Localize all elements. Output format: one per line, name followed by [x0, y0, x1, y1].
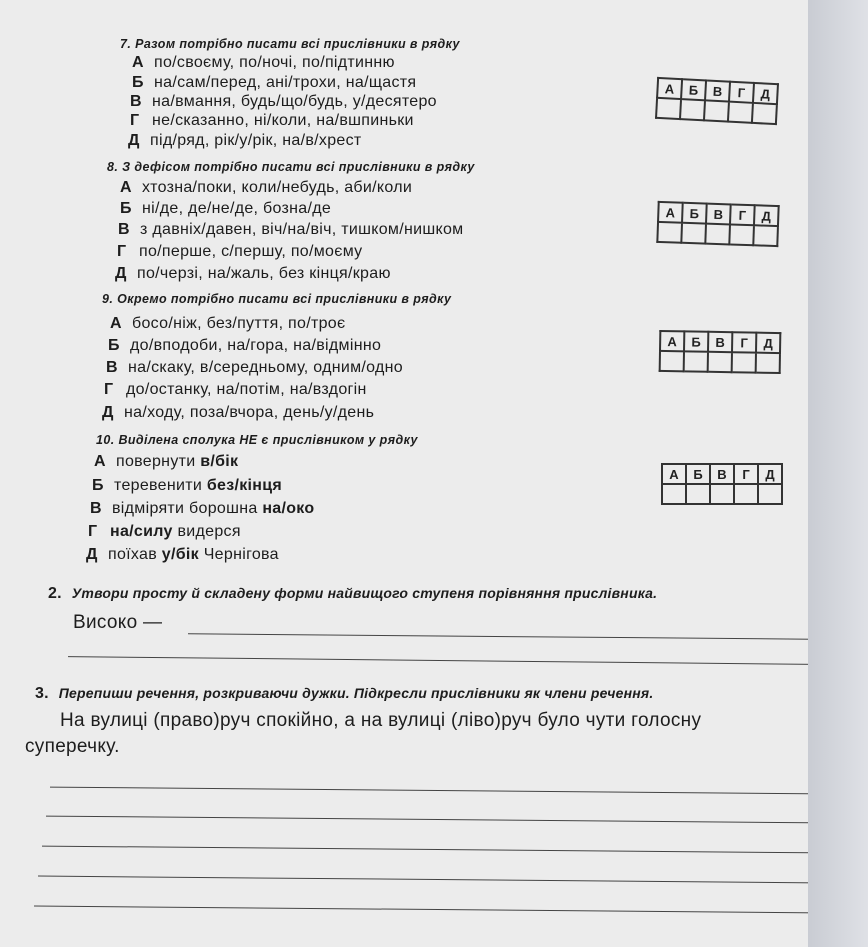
q9-option-a: А босо/ніж, без/пуття, по/троє [110, 315, 346, 332]
q8-answer-cell[interactable] [753, 225, 778, 246]
q9-answer-grid: А Б В Г Д [659, 330, 782, 374]
q7-answer-cell[interactable] [752, 103, 777, 124]
q10-option-a: А повернути в/бік [94, 453, 239, 470]
q8-option-d: Г по/перше, с/першу, по/моєму [117, 243, 363, 260]
q8-option-a: А хтозна/поки, коли/небудь, аби/коли [120, 179, 413, 196]
q7-answer-cell[interactable] [680, 99, 705, 120]
q7-answer-cell[interactable] [656, 98, 681, 119]
adjacent-page-edge [808, 0, 868, 947]
q8-answer-grid: А Б В Г Д [656, 201, 779, 247]
answer-line[interactable] [38, 876, 828, 884]
q9-option-c: В на/скаку, в/середньому, одним/одно [106, 359, 403, 376]
q9-answer-cell[interactable] [660, 351, 684, 371]
q8-option-e: Д по/черзі, на/жаль, без кінця/краю [115, 265, 391, 282]
q10-answer-cell[interactable] [662, 484, 686, 504]
task-2-word: Високо — [73, 612, 163, 633]
question-8-heading: 8. З дефісом потрібно писати всі прислівники в рядку [107, 160, 475, 174]
q8-answer-cell[interactable] [705, 224, 730, 245]
q10-answer-cell[interactable] [710, 484, 734, 504]
q7-answer-cell[interactable] [728, 102, 753, 123]
q10-answer-cell[interactable] [734, 484, 758, 504]
task-3-sentence-line2: суперечку. [25, 736, 120, 757]
q9-answer-cell[interactable] [756, 353, 780, 373]
answer-line[interactable] [50, 787, 824, 795]
task-3-sentence-line1: На вулиці (право)руч спокійно, а на вулиці (ліво)руч було чути голосну [60, 710, 702, 731]
q9-option-e: Д на/ходу, поза/вчора, день/у/день [102, 404, 375, 421]
task-2-heading: 2. Утвори просту й складену форми найвищого ступеня порівняння прислівника. [48, 585, 658, 602]
q10-answer-grid: А Б В Г Д [661, 463, 783, 505]
q7-option-e: Д під/ряд, рік/у/рік, на/в/хрест [128, 132, 362, 149]
answer-line[interactable] [68, 656, 814, 665]
q10-option-e: Д поїхав у/бік Чернігова [86, 546, 279, 563]
q9-option-d: Г до/останку, на/потім, на/вздогін [104, 381, 367, 398]
q7-answer-cell[interactable] [704, 100, 729, 121]
q8-answer-cell[interactable] [657, 222, 682, 243]
answer-line[interactable] [188, 633, 812, 639]
q9-option-b: Б до/вподоби, на/гора, на/відмінно [108, 337, 382, 354]
q9-answer-cell[interactable] [684, 351, 708, 371]
answer-line[interactable] [42, 846, 828, 854]
q7-option-c: В на/вмання, будь/що/будь, у/десятеро [130, 93, 437, 110]
q8-option-c: В з давніх/давен, віч/на/віч, тишком/нишком [118, 221, 464, 238]
q10-option-b: Б теревенити без/кінця [92, 477, 283, 494]
q10-option-c: В відміряти борошна на/око [90, 500, 315, 517]
q10-answer-cell[interactable] [686, 484, 710, 504]
q10-answer-cell[interactable] [758, 484, 782, 504]
question-10-heading: 10. Виділена сполука НЕ є прислівником у рядку [96, 433, 418, 447]
q9-answer-cell[interactable] [732, 352, 756, 372]
q10-option-d: Г на/силу видерся [88, 523, 241, 540]
q7-option-b: Б на/сам/перед, ані/трохи, на/щастя [132, 74, 417, 91]
question-9-heading: 9. Окремо потрібно писати всі прислівники в рядку [102, 292, 452, 306]
task-3-heading: 3. Перепиши речення, розкриваючи дужки. Підкресли прислівники як члени речення. [35, 685, 654, 702]
q7-option-a: А по/своєму, по/ночі, по/підтинню [132, 54, 395, 71]
q8-option-b: Б ні/де, де/не/де, бозна/де [120, 200, 332, 217]
answer-line[interactable] [34, 906, 830, 914]
q7-answer-grid: А Б В Г Д [655, 77, 779, 125]
q8-answer-cell[interactable] [729, 224, 754, 245]
q7-option-d: Г не/сказанно, ні/коли, на/вшпиньки [130, 112, 414, 129]
answer-line[interactable] [46, 816, 826, 824]
q8-answer-cell[interactable] [681, 223, 706, 244]
q9-answer-cell[interactable] [708, 352, 732, 372]
question-7-heading: 7. Разом потрібно писати всі прислівники в рядку [120, 37, 460, 51]
